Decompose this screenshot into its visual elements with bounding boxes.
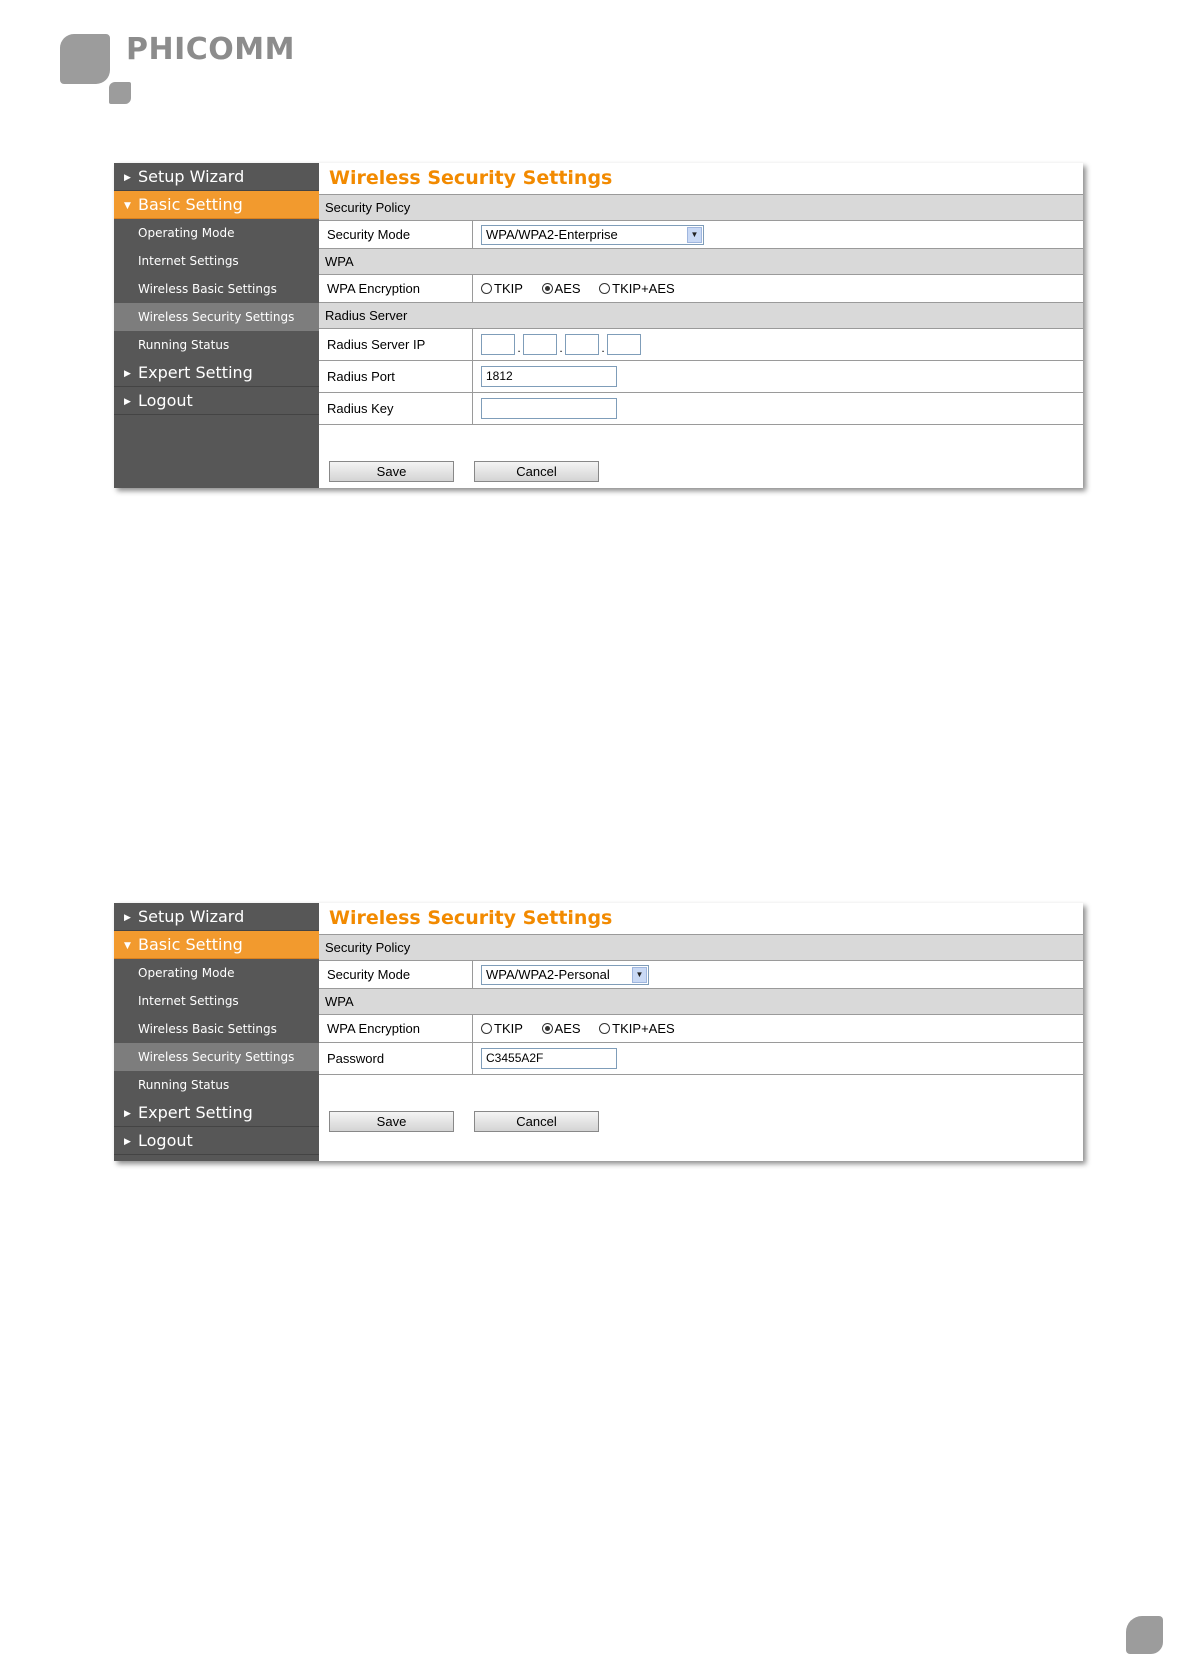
security-mode-select[interactable]: WPA/WPA2-Personal ▼ — [481, 965, 649, 985]
nav-wireless-security-settings[interactable]: Wireless Security Settings — [114, 1043, 319, 1071]
section-wpa: WPA — [319, 249, 1083, 275]
radius-port-label: Radius Port — [319, 361, 473, 393]
triangle-right-icon: ▶ — [124, 369, 131, 379]
radius-key-label: Radius Key — [319, 393, 473, 425]
page-title: Wireless Security Settings — [319, 903, 1083, 935]
triangle-right-icon: ▶ — [124, 397, 131, 407]
triangle-right-icon: ▶ — [124, 913, 131, 923]
brand-name: PHICOMM — [126, 32, 295, 67]
triangle-down-icon: ▼ — [124, 941, 131, 951]
logo-mark-small — [109, 82, 131, 104]
radio-tkip-aes[interactable] — [599, 283, 610, 294]
content-area — [319, 163, 1083, 488]
radius-ip-octet-3[interactable] — [565, 334, 599, 355]
security-mode-select[interactable]: WPA/WPA2-Enterprise ▼ — [481, 225, 704, 245]
content-area — [319, 903, 1083, 1161]
phicomm-logo — [60, 34, 300, 110]
sidebar — [114, 163, 319, 488]
radio-tkip[interactable] — [481, 283, 492, 294]
triangle-right-icon: ▶ — [124, 1109, 131, 1119]
nav-expert-setting[interactable]: ▶ Expert Setting — [114, 1099, 319, 1127]
radius-port-input[interactable]: 1812 — [481, 366, 617, 387]
nav-operating-mode[interactable]: Operating Mode — [138, 226, 235, 240]
radius-ip-octet-4[interactable] — [607, 334, 641, 355]
nav-wireless-security-settings[interactable]: Wireless Security Settings — [114, 303, 319, 331]
nav-logout[interactable]: ▶ Logout — [114, 387, 319, 415]
radio-aes[interactable] — [542, 1023, 553, 1034]
triangle-right-icon: ▶ — [124, 173, 131, 183]
cancel-button[interactable]: Cancel — [474, 461, 599, 482]
section-radius-server: Radius Server — [319, 303, 1083, 329]
cancel-button[interactable]: Cancel — [474, 1111, 599, 1132]
section-wpa: WPA — [319, 989, 1083, 1015]
triangle-down-icon: ▼ — [124, 201, 131, 211]
settings-panel-enterprise — [114, 163, 1083, 488]
radius-ip-octet-1[interactable] — [481, 334, 515, 355]
password-input[interactable]: C3455A2F — [481, 1048, 617, 1069]
radius-ip-label: Radius Server IP — [319, 329, 473, 361]
section-security-policy: Security Policy — [319, 195, 1083, 221]
wpa-encryption-label: WPA Encryption — [319, 1015, 473, 1043]
security-mode-label: Security Mode — [319, 221, 473, 249]
save-button[interactable]: Save — [329, 1111, 454, 1132]
radius-ip-octet-2[interactable] — [523, 334, 557, 355]
nav-logout[interactable]: ▶ Logout — [114, 1127, 319, 1155]
nav-running-status[interactable]: Running Status — [138, 338, 230, 352]
chevron-down-icon: ▼ — [687, 227, 702, 243]
radio-tkip[interactable] — [481, 1023, 492, 1034]
security-form: Security Policy Security Mode WPA/WPA2-Personal ▼ WPA WPA Encryption TKIP AES TKIP+AES Password C3455A2F — [319, 935, 1083, 1075]
settings-panel-personal — [114, 903, 1083, 1161]
triangle-right-icon: ▶ — [124, 1137, 131, 1147]
nav-setup-wizard[interactable]: ▶ Setup Wizard — [114, 903, 319, 931]
sidebar — [114, 903, 319, 1161]
security-mode-label: Security Mode — [319, 961, 473, 989]
ip-separator: . — [517, 341, 521, 355]
nav-wireless-basic-settings[interactable]: Wireless Basic Settings — [138, 1022, 277, 1036]
radius-key-input[interactable] — [481, 398, 617, 419]
nav-operating-mode[interactable]: Operating Mode — [138, 966, 235, 980]
radio-aes[interactable] — [542, 283, 553, 294]
nav-internet-settings[interactable]: Internet Settings — [138, 254, 239, 268]
page-corner-mark — [1126, 1616, 1163, 1654]
radio-tkip-aes[interactable] — [599, 1023, 610, 1034]
nav-wireless-basic-settings[interactable]: Wireless Basic Settings — [138, 282, 277, 296]
password-label: Password — [319, 1043, 473, 1075]
security-form: Security Policy Security Mode WPA/WPA2-Enterprise ▼ WPA WPA Encryption TKIP AES TKIP+AES Radius Server Radius Server IP . . . Radius Port 1812 Radius Key — [319, 195, 1083, 425]
wpa-encryption-label: WPA Encryption — [319, 275, 473, 303]
ip-separator: . — [559, 341, 563, 355]
logo-mark-large — [60, 34, 110, 84]
page-title: Wireless Security Settings — [319, 163, 1083, 195]
ip-separator: . — [601, 341, 605, 355]
nav-expert-setting[interactable]: ▶ Expert Setting — [114, 359, 319, 387]
nav-basic-setting[interactable]: ▼ Basic Setting — [114, 191, 319, 219]
section-security-policy: Security Policy — [319, 935, 1083, 961]
chevron-down-icon: ▼ — [632, 967, 647, 983]
nav-basic-setting[interactable]: ▼ Basic Setting — [114, 931, 319, 959]
nav-running-status[interactable]: Running Status — [138, 1078, 230, 1092]
nav-internet-settings[interactable]: Internet Settings — [138, 994, 239, 1008]
nav-setup-wizard[interactable]: ▶ Setup Wizard — [114, 163, 319, 191]
save-button[interactable]: Save — [329, 461, 454, 482]
